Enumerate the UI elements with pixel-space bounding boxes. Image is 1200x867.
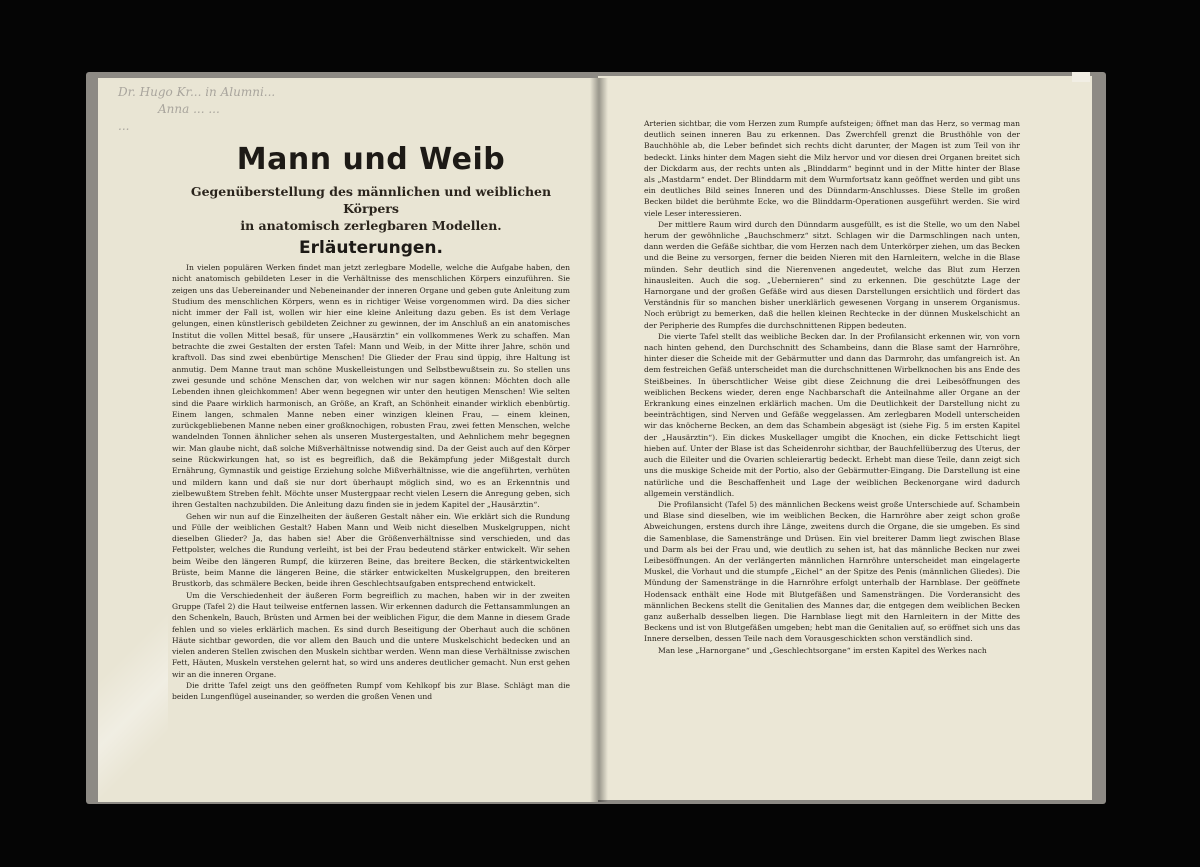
right-page: [598, 76, 1092, 800]
paragraph: Die vierte Tafel stellt das weibliche Becken dar. In der Profilansicht erkennen wir, von vorn nach hinten gehend, den Durchschnitt des Schambeins, dann die Blase samt der Harnröhre, hinter dieser die Scheide mit der Gebärmutter und dann das Darmrohr, das umfangreich ist. An dem festreichen Gefäß unterscheidet man die durchschnittenen Wirbelknochen bis ans Ende des Steißbeines. In überschtlicher Weise gibt diese Zeichnung die drei Leibesöffnungen des weiblichen Beckens wieder, deren enge Nachbarschaft die Anteilnahme aller Organe an der Erkrankung eines einzelnen erklärlich machen. Um die Deutlichkeit der Darstellung nicht zu beeinträchtigen, sind Nerven und Gefäße weggelassen. Am zerlegbaren Modell unterscheiden wir das knöcherne Becken, an dem das Schambein abgesägt ist (siehe Fig. 5 im ersten Kapitel der „Hausärztin“). Ein dickes Muskellager umgibt die Knochen, ein dicke Fettschicht liegt hieben auf. Unter der Blase ist das Scheidenrohr sichtbar, der Bauchfellüberzug des Uterus, der auch die Eileiter und die Ovarien schleierartig bedeckt. Erhebt man diese Teile, dann zeigt sich uns die muskige Scheide mit der Portio, also der Gebärmutter-Eingang. Die Darstellung ist eine natürliche und die Beschaffenheit und Lage der weiblichen Beckenorgane wird dadurch allgemein verständlich.: [644, 331, 1020, 498]
document-subtitle: [172, 183, 570, 234]
subtitle-line-1: Gegenüberstellung des männlichen und weiblichen Körpers: [190, 184, 552, 216]
paragraph: Der mittlere Raum wird durch den Dünndarm ausgefüllt, es ist die Stelle, wo um den Nabel herum der gewöhnliche „Bauchschmerz“ sitzt. Schlagen wir die Darmschlingen nach unten, dann werden die Gefäße sichtbar, die vom Herzen nach dem Unterkörper ziehen, um das Becken und die Beine zu versorgen, ferner die beiden Nieren mit den Harnleitern, welche in die Blase münden. Sehr deutlich sind die Nierenvenen angedeutet, welche das Blut zum Herzen hinausleiten. Auch die sog. „Uebernieren“ sind zu erkennen. Die geschützte Lage der Harnorgane und der großen Gefäße wird aus diesen Darstellungen ersichtlich und fördert das Verständnis für so manchen bisher unerklärlich gewesenen Vorgang in unserem Organismus. Noch erübrigt zu bemerken, daß die hellen kleinen Rechtecke in der dünnen Muskelschicht an der Peripherie des Rumpfes die durchschnittenen Rippen bedeuten.: [644, 219, 1020, 330]
subtitle-line-2: in anatomisch zerlegbaren Modellen.: [240, 218, 502, 233]
paragraph: Man lese „Harnorgane“ und „Geschlechtsorgane“ im ersten Kapitel des Werkes nach: [658, 645, 987, 655]
left-page: [98, 78, 598, 802]
page-corner: [1072, 72, 1090, 82]
section-heading: Erläuterungen.: [299, 238, 443, 258]
handwriting-line: ...: [118, 119, 130, 133]
paragraph: In vielen populären Werken findet man jetzt zerlegbare Modelle, welche die Aufgabe haben, den nicht anatomisch gebildeten Leser in die Verhältnisse des menschlichen Körpers einzuführen. Sie zeigen uns das Uebereinander und Nebeneinander der inneren Organe und geben gute Anleitung zum Studium des menschlichen Körpers, wenn es in richtiger Weise vorgenommen wird. Da dies sicher nicht immer der Fall ist, wollen wir hier eine kleine Anleitung dazu geben. Es ist dem Verlage gelungen, einen künstlerisch gebildeten Zeichner zu gewinnen, der im Anschluß an ein anatomisches Institut die vollen Mittel besaß, für unsere „Hausärztin“ ein vollkommenes Werk zu schaffen. Man betrachte die zwei Gestalten der ersten Tafel: Mann und Weib, in der Mitte ihrer Jahre, schön und kraftvoll. Das sind zwei ebenbürtige Menschen! Die Glieder der Frau sind üppig, ihre Haltung ist anmutig. Dem Manne traut man schöne Muskelleistungen und Selbstbewußtsein zu. So stellen uns zwei gesunde und schöne Menschen dar, von welchen wir nur sagen können: Möchten doch alle Lebenden ihnen gleichkommen! Aber wenn begegnen wir unter den heutigen Menschen! Wie selten sind die Paare wirklich harmonisch, an Größe, an Kraft, an Schönheit einander wirklich ebenbürtig. Einem langen, schmalen Manne neben einer winzigen kleinen Frau, — einem kleinen, zurückgebliebenen Manne neben einer großknochigen, robusten Frau, zwei fetten Menschen, welche wandelnden Tonnen ähnlicher sehen als unseren Mustergestalten, und Aehnlichem mehr begegnen wir. Man glaube nicht, daß solche Mißverhältnisse notwendig sind. Da der Geist auch auf den Körper seine Rückwirkungen hat, so ist es begreiflich, daß die Bekämpfung jeder Mißgestalt durch Ernährung, Gymnastik und geistige Erziehung solche Mißverhältnisse, wie die angeführten, verhüten und mildern kann und daß sie nur dort überhaupt möglich sind, wo es an Erkenntnis und zielbewußtem Streben fehlt. Möchte unser Mustergpaar recht vielen Lesern die Anregung geben, sich ihren Gestalten nachzubilden. Die Anleitung dazu finden sie in jedem Kapitel der „Hausärztin“.: [172, 263, 570, 510]
handwriting-line: Dr. Hugo Kr... in Alumni...: [118, 85, 276, 99]
handwriting-line: Anna ... ...: [158, 102, 220, 116]
paragraph: Um die Verschiedenheit der äußeren Form begreiflich zu machen, haben wir in der zweiten Gruppe (Tafel 2) die Haut teilweise entfernen lassen. Wir erkennen dadurch die Fettansammlungen an den Schenkeln, Bauch, Brüsten und Armen bei der weiblichen Figur, die dem Manne in diesem Grade fehlen und so vieles erklärlich machen. Es sind durch Beseitigung der Oberhaut auch die schönen Häute sichtbar geworden, die vor allem den Bauch und die untere Muskelschicht bedecken und an vielen anderen Stellen zwischen den Muskeln sichtbar werden. Wenn man diese Verhältnisse zwischen Fett, Häuten, Muskeln verstehen gelernt hat, so wird uns anderes deutlicher gemacht. Nun erst gehen wir an die inneren Organe.: [172, 590, 570, 679]
paragraph: Die Profilansicht (Tafel 5) des männlichen Beckens weist große Unterschiede auf. Schambein und Blase sind dieselben, wie im weiblichen Becken, die Harnröhre aber zeigt schon große Abweichungen, erstens durch ihre Länge, zweitens durch die Organe, die sie umgeben. Es sind die Samenblase, die Samenstränge und Drüsen. Ein viel breiterer Damm liegt zwischen Blase und Darm als bei der Frau und, wie deutlich zu sehen ist, hat das männliche Becken nur zwei Leibesöffnungen. An der verlängerten männlichen Harnröhre unterscheidet man eingelagerte Muskel, die Vorhaut und die stumpfe „Eichel“ an der Spitze des Penis (männlichen Gliedes). Die Mündung der Samenstränge in die Harnröhre erfolgt unterhalb der Harnblase. Der geöffnete Hodensack enthält eine Hode mit Blutgefäßen und Samensträngen. Die Vorderansicht des männlichen Beckens stellt die Genitalien des Mannes dar, die entgegen dem weiblichen Becken ganz außerhalb desselben liegen. Die Harnblase liegt mit den Harnleitern in der Mitte des Beckens und ist von Blutgefäßen umgeben; hebt man die Genitalien auf, so eröffnet sich uns das Innere derselben, dessen Teile nach dem Vorausgeschickten schon verständlich sind.: [644, 499, 1020, 644]
paragraph: Arterien sichtbar, die vom Herzen zum Rumpfe aufsteigen; öffnet man das Herz, so vermag man deutlich seinen inneren Bau zu erkennen. Das Zwerchfell grenzt die Brusthöhle von der Bauchhöhle ab, die Leber befindet sich rechts dicht darunter, der Magen ist zum Teil von ihr bedeckt. Links hinter dem Magen sieht die Milz hervor und vor diesen drei Organen breitet sich der Dickdarm aus, der rechts unten als „Blinddarm“ beginnt und in der Mitte hinter der Blase als „Mastdarm“ endet. Der Blinddarm mit dem Wurmfortsatz kann geöffnet werden und gibt uns ein deutliches Bild seines Inneren und des Dünndarm-Anschlusses. Diese Stelle im großen Becken bildet die berühmte Ecke, wo die Blinddarm-Operationen ausgeführt werden. Sie wird viele Leser interessieren.: [644, 119, 1020, 218]
handwritten-inscription: [118, 84, 488, 154]
left-body-text: [172, 262, 570, 703]
document-title: Mann und Weib: [236, 142, 506, 177]
paragraph: Gehen wir nun auf die Einzelheiten der äußeren Gestalt näher ein. Wie erklärt sich die Rundung und Fülle der weiblichen Gestalt? Haben Mann und Weib nicht dieselben Muskelgruppen, nicht dieselben Glieder? Ja, das haben sie! Aber die Größenverhältnisse sind verschieden, und das Fettpolster, welches die Rundung verleiht, ist bei der Frau bedeutend stärker entwickelt. Wir sehen beim Weibe den längeren Rumpf, die kürzeren Beine, das breitere Becken, die stärkentwickelten Brüste, beim Manne die längeren Beine, die stärker entwickelten Muskelgruppen, den breiteren Brustkorb, das schmälere Becken, beide ihren Geschlechtsaufgaben entsprechend entwickelt.: [172, 511, 570, 589]
page-wear-mark: [98, 600, 168, 800]
paragraph: Die dritte Tafel zeigt uns den geöffneten Rumpf vom Kehlkopf bis zur Blase. Schlägt man die beiden Lungenflügel auseinander, so werden die großen Venen und: [172, 680, 570, 702]
book-gutter: [590, 78, 608, 802]
right-body-text: [644, 118, 1020, 656]
